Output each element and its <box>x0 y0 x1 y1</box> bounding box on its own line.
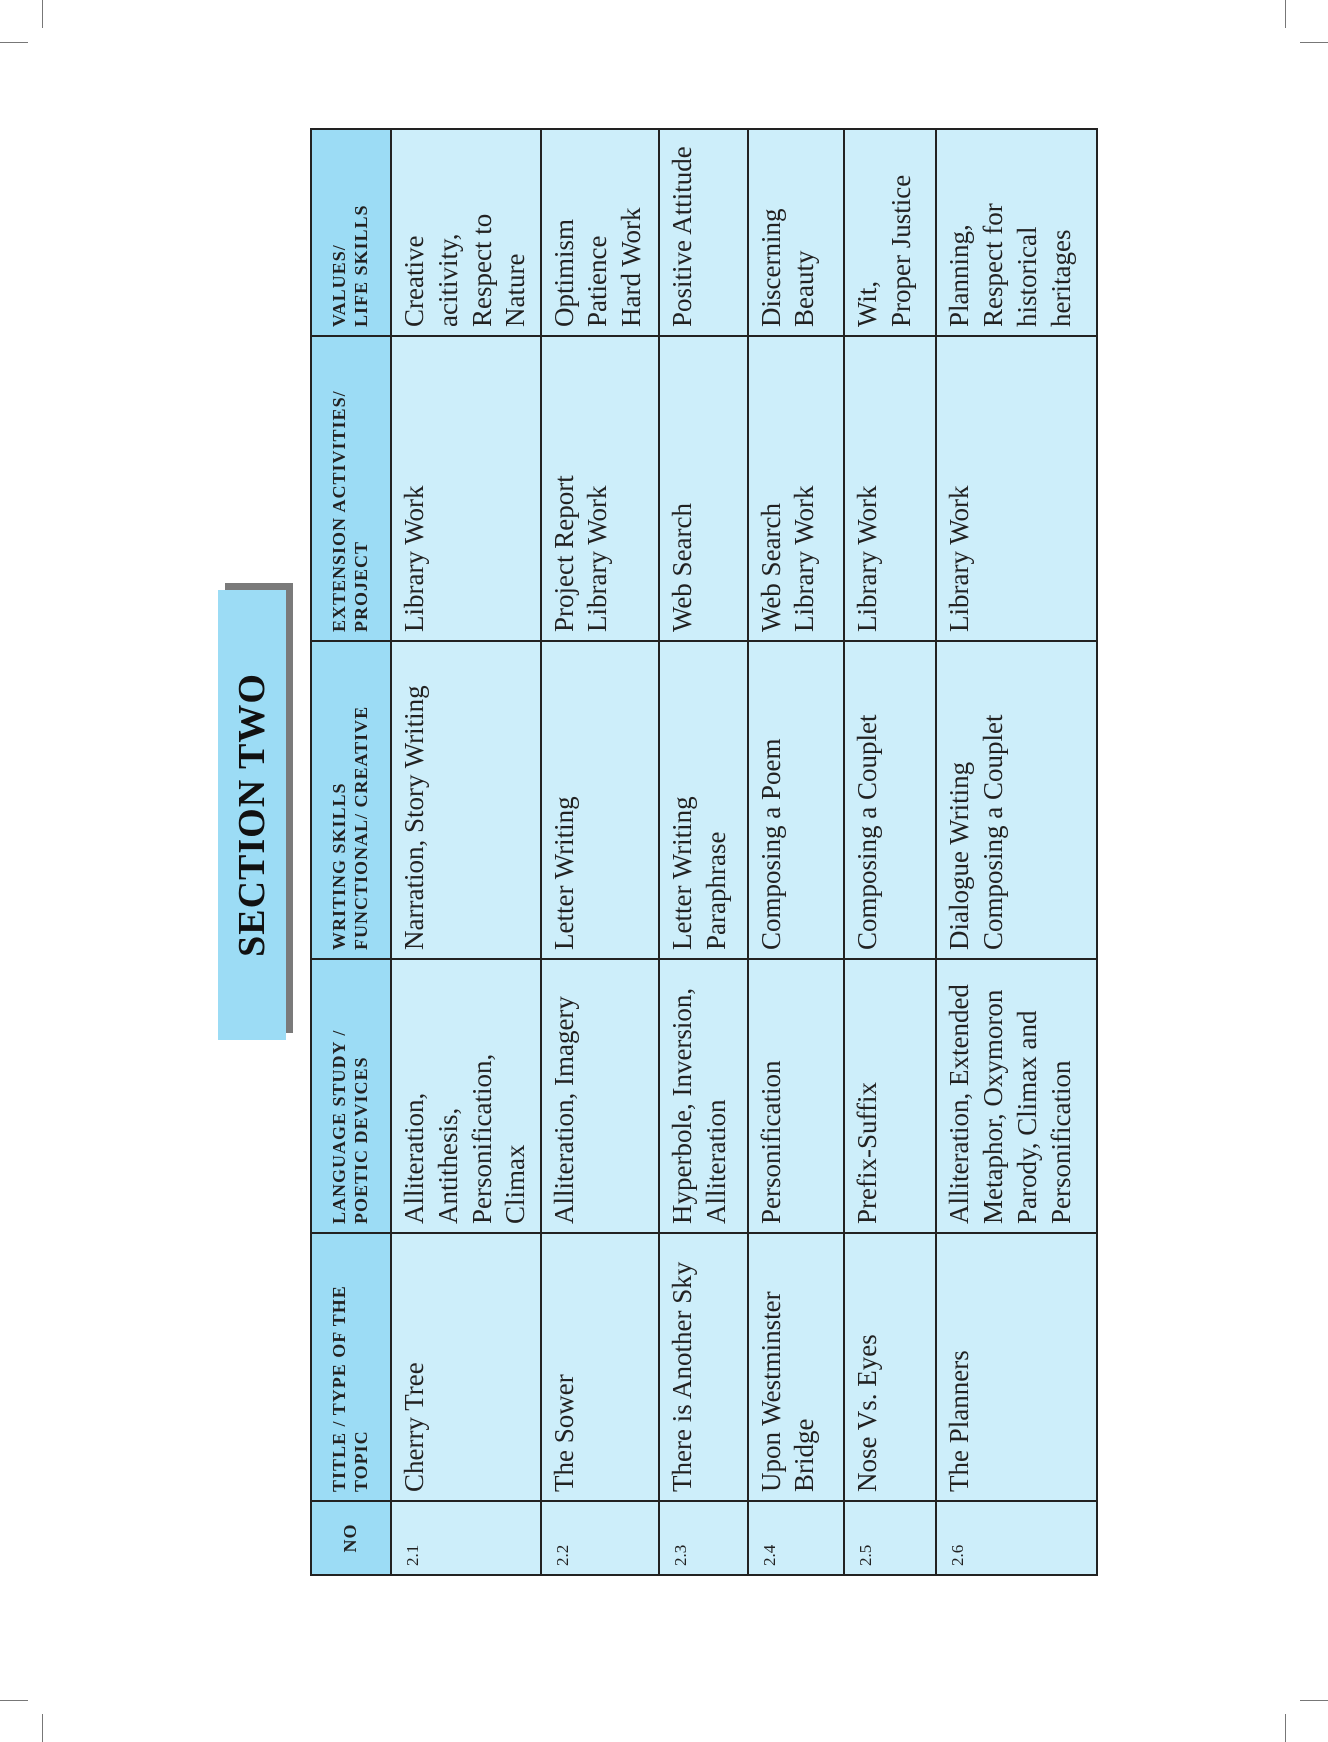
crop-mark-top-left-v <box>42 0 43 28</box>
row-values: Positive Attitude <box>659 129 747 336</box>
row-no: 2.3 <box>659 1501 747 1575</box>
row-language: Alliteration, Antithesis, Personification, Climax <box>391 959 541 1233</box>
header-extension-activities: EXTENSION ACTIVITIES/ PROJECT <box>311 336 391 641</box>
row-title: The Planners <box>936 1233 1097 1501</box>
row-writing: Letter Writing Paraphrase <box>659 641 747 959</box>
header-writing-skills: WRITING SKILLS FUNCTIONAL/ CREATIVE <box>311 641 391 959</box>
table-header-row <box>311 129 391 1575</box>
row-title: Nose Vs. Eyes <box>844 1233 936 1501</box>
crop-mark-bottom-left-v <box>42 1714 43 1742</box>
row-title: There is Another Sky <box>659 1233 747 1501</box>
row-values: Discerning Beauty <box>748 129 844 336</box>
table-row <box>659 129 747 1575</box>
crop-mark-bottom-left-h <box>0 1700 28 1701</box>
row-no: 2.6 <box>936 1501 1097 1575</box>
row-language: Alliteration, Imagery <box>541 959 660 1233</box>
row-extension: Library Work <box>936 336 1097 641</box>
section-title-box <box>218 590 286 1040</box>
crop-mark-top-left-h <box>0 42 28 43</box>
syllabus-table-container <box>310 130 1098 1576</box>
row-extension: Web Search Library Work <box>748 336 844 641</box>
syllabus-table <box>310 128 1098 1576</box>
table-row <box>844 129 936 1575</box>
row-extension: Library Work <box>391 336 541 641</box>
crop-mark-top-right-h <box>1300 42 1328 43</box>
crop-mark-bottom-right-h <box>1300 1700 1328 1701</box>
row-language: Prefix-Suffix <box>844 959 936 1233</box>
table-row <box>391 129 541 1575</box>
crop-mark-top-right-v <box>1285 0 1286 28</box>
row-extension: Project Report Library Work <box>541 336 660 641</box>
row-no: 2.5 <box>844 1501 936 1575</box>
row-writing: Composing a Couplet <box>844 641 936 959</box>
row-values: Planning, Respect for historical heritages <box>936 129 1097 336</box>
row-no: 2.1 <box>391 1501 541 1575</box>
row-writing: Letter Writing <box>541 641 660 959</box>
header-no: NO <box>311 1501 391 1575</box>
crop-mark-bottom-right-v <box>1285 1714 1286 1742</box>
row-title: Upon Westminster Bridge <box>748 1233 844 1501</box>
header-title: TITLE / TYPE OF THE TOPIC <box>311 1233 391 1501</box>
row-writing: Dialogue Writing Composing a Couplet <box>936 641 1097 959</box>
row-values: Creative acitivity, Respect to Nature <box>391 129 541 336</box>
header-language-study: LANGUAGE STUDY / POETIC DEVICES <box>311 959 391 1233</box>
row-title: Cherry Tree <box>391 1233 541 1501</box>
table-row <box>541 129 660 1575</box>
row-values: Optimism Patience Hard Work <box>541 129 660 336</box>
row-no: 2.2 <box>541 1501 660 1575</box>
table-row <box>748 129 844 1575</box>
section-title: SECTION TWO <box>231 673 273 957</box>
row-language: Hyperbole, Inversion, Alliteration <box>659 959 747 1233</box>
row-extension: Library Work <box>844 336 936 641</box>
row-extension: Web Search <box>659 336 747 641</box>
table-row <box>936 129 1097 1575</box>
row-title: The Sower <box>541 1233 660 1501</box>
row-no: 2.4 <box>748 1501 844 1575</box>
header-values: VALUES/ LIFE SKILLS <box>311 129 391 336</box>
row-language: Personification <box>748 959 844 1233</box>
row-values: Wit, Proper Justice <box>844 129 936 336</box>
row-writing: Composing a Poem <box>748 641 844 959</box>
row-writing: Narration, Story Writing <box>391 641 541 959</box>
row-language: Alliteration, Extended Metaphor, Oxymoron Parody, Climax and Personification <box>936 959 1097 1233</box>
